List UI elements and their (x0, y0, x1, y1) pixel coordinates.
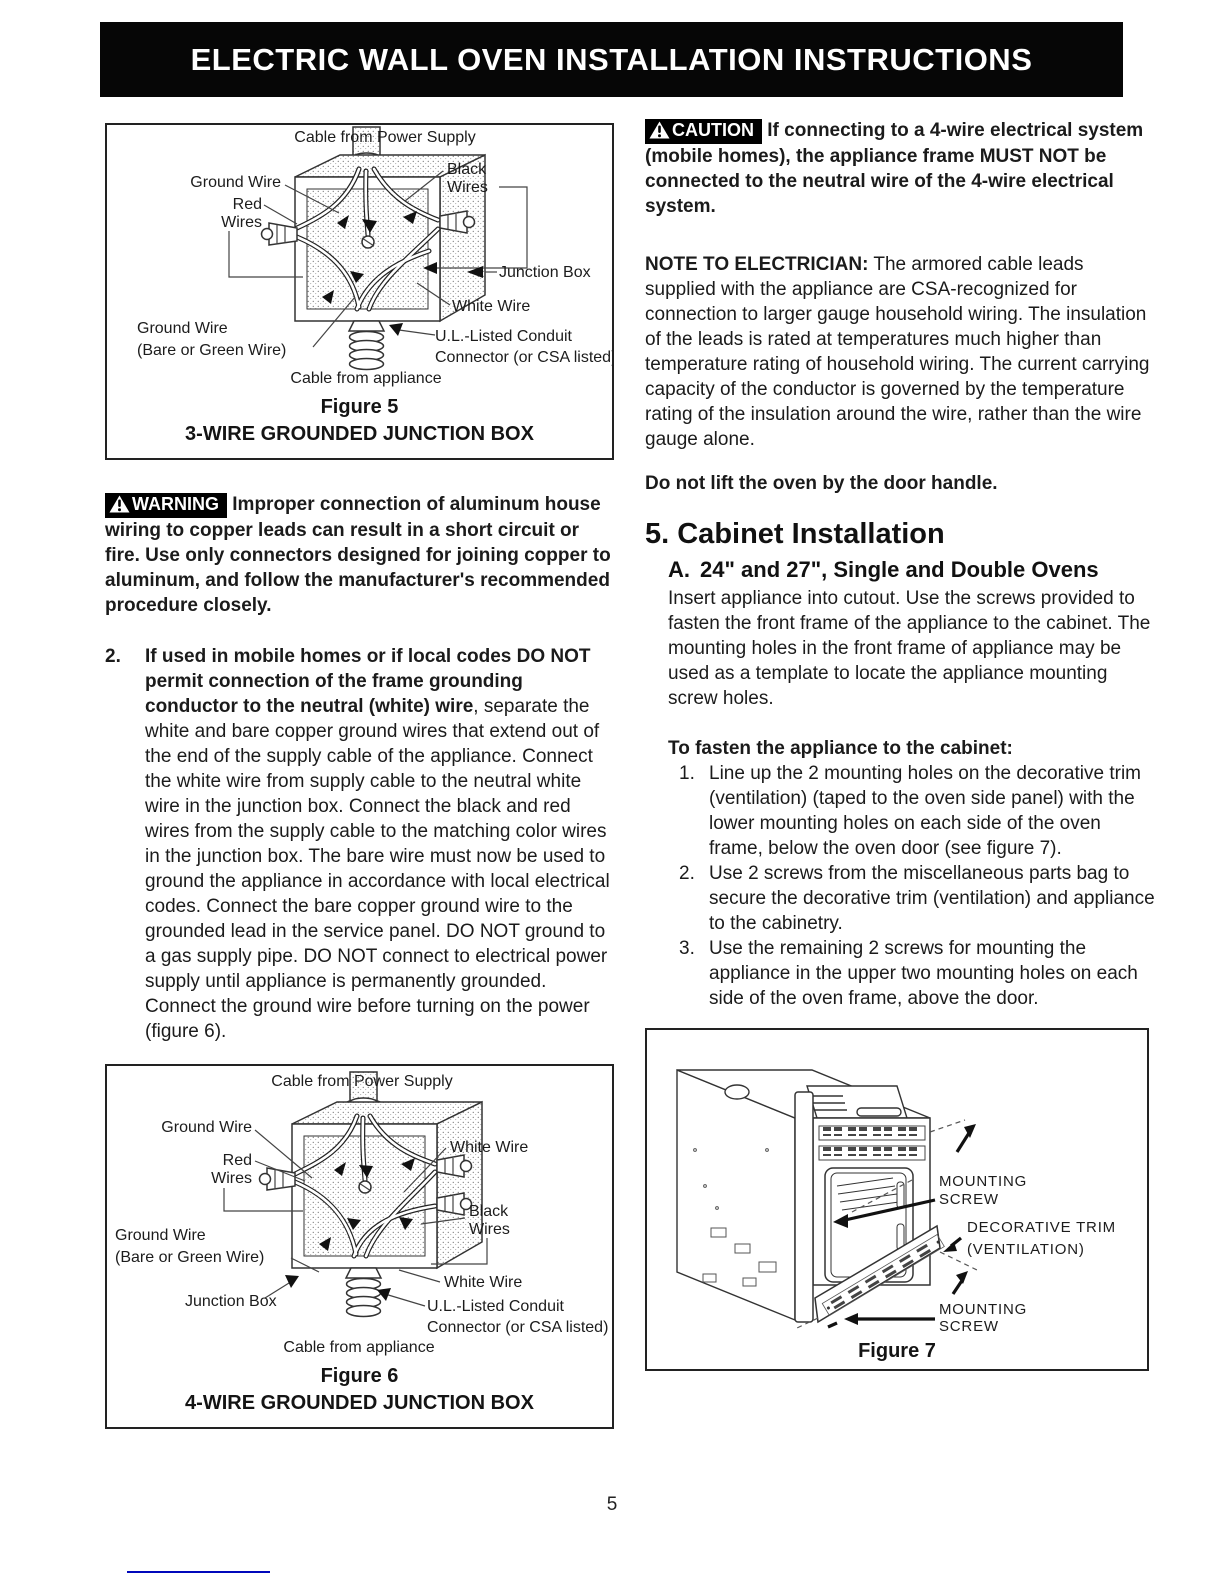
item-2-bold-lead: If used in mobile homes or if local codes DO NOT permit connection of the frame grounding conductor to the neutral (white) wire (145, 646, 591, 717)
fig6-label-black-wires: Wires (469, 1221, 510, 1238)
wire-nut-left (260, 1168, 296, 1190)
cabinet-install-intro: Insert appliance into cutout. Use the screws provided to fasten the front frame of the appliance to the cabinet. The mounting holes in the front frame of appliance may be used as a template to locate the appliance mounting screw holes. (668, 588, 1151, 709)
warning-paragraph (105, 492, 614, 618)
figure7-caption: Figure 7 (858, 1340, 936, 1362)
do-not-lift-note: Do not lift the oven by the door handle. (645, 473, 998, 494)
fig7-label-mounting-screw-1b: SCREW (939, 1191, 999, 1208)
item-2-rest: , separate the white and bare copper ground wires that extend out of the end of the supply cable of the appliance. Connect the white wire from supply cable to the neutral white wire in the junction box. Connect the black and red wires from the supply cable to the matching color wires in the junction box. The bare wire must now be used to ground the appliance in accordance with local electrical codes. Connect the bare copper ground wire to the grounded lead in the service panel. DO NOT ground to a gas supply pipe. DO NOT connect to electrical power supply until appliance is permanently grounded. Connect the ground wire before turning on the power (figure 6). (145, 696, 610, 1042)
fig7-label-mounting-screw-2a: MOUNTING (939, 1301, 1028, 1318)
fig5-label-red: Red (232, 196, 262, 213)
caution-badge (645, 119, 762, 144)
step-3-text: Use the remaining 2 screws for mounting the appliance in the upper two mounting holes on each side of the oven frame, above the door. (709, 938, 1138, 1009)
fig5-label-black: Black (447, 161, 487, 178)
fasten-step-2 (679, 861, 1155, 936)
figure5-diagram-3-wire-junction-box (107, 125, 612, 387)
fig5-label-ul-2: Connector (or CSA listed) (435, 349, 612, 366)
title-banner (100, 22, 1123, 97)
fig6-label-red-wires: Wires (211, 1170, 252, 1187)
page-number: 5 (606, 1494, 618, 1515)
junction-box-drawing (292, 1102, 482, 1268)
warning-triangle-icon (109, 495, 130, 513)
fig5-label-ground-bare-1: Ground Wire (137, 320, 228, 337)
left-column (105, 123, 614, 1429)
fasten-step-1 (679, 761, 1155, 861)
figure5-caption-line2: 3-WIRE GROUNDED JUNCTION BOX (185, 423, 534, 445)
figure7-box (645, 1028, 1149, 1371)
figure5-box (105, 123, 614, 460)
step-3-number: 3. (679, 938, 695, 959)
fig5-label-ground-bare-2: (Bare or Green Wire) (137, 342, 287, 359)
fig6-label-ground-bare-2: (Bare or Green Wire) (115, 1249, 265, 1266)
fig5-label-ul-1: U.L.-Listed Conduit (435, 328, 572, 345)
fig7-label-decorative-trim: DECORATIVE TRIM (967, 1219, 1116, 1236)
fig5-label-black-wires: Wires (447, 179, 488, 196)
fig6-label-ground-wire: Ground Wire (161, 1119, 252, 1136)
fig5-label-ground-wire: Ground Wire (190, 174, 281, 191)
step-1-text: Line up the 2 mounting holes on the decorative trim (ventilation) (taped to the oven side panel) with the lower mounting holes on each side of the oven frame, below the oven door (see figure 7). (709, 763, 1141, 859)
fig5-label-junction-box: Junction Box (499, 264, 591, 281)
fig5-label-cable-power: Cable from Power Supply (294, 129, 476, 146)
section-5-heading: 5. Cabinet Installation (645, 518, 945, 550)
item-2-body (145, 644, 614, 1044)
fig6-label-red: Red (222, 1152, 252, 1169)
fig6-label-ul-2: Connector (or CSA listed) (427, 1319, 609, 1336)
figure6-caption-line2: 4-WIRE GROUNDED JUNCTION BOX (185, 1392, 534, 1414)
wire-nut-left (262, 223, 298, 245)
warning-badge-label: WARNING (132, 494, 219, 514)
caution-badge-label: CAUTION (672, 120, 754, 140)
section-5a-subheading (668, 557, 1155, 583)
step-2-number: 2. (679, 863, 695, 884)
note-to-electrician (645, 252, 1155, 452)
conduit-connector-and-appliance-cable (346, 1268, 381, 1317)
fig7-label-ventilation: (VENTILATION) (967, 1241, 1085, 1258)
fig7-label-mounting-screw-1a: MOUNTING (939, 1173, 1028, 1190)
note-lead: NOTE TO ELECTRICIAN: (645, 254, 869, 275)
step-1-number: 1. (679, 763, 695, 784)
figure7-diagram-oven-installation (647, 1030, 1147, 1335)
fig5-label-cable-appliance: Cable from appliance (290, 370, 442, 387)
caution-paragraph (645, 118, 1155, 219)
warning-text: Improper connection of aluminum house wiring to copper leads can result in a short circuit or fire. Use only connectors designed for joining copper to aluminum, and follow the manufacturer's recommended procedure closely. (105, 494, 611, 616)
footer-blue-line (127, 1571, 270, 1573)
warning-badge (105, 493, 227, 518)
figure6-box (105, 1064, 614, 1429)
subheading-text: 24" and 27", Single and Double Ovens (700, 557, 1099, 582)
fig5-label-white-wire: White Wire (452, 298, 531, 315)
figure6-diagram-4-wire-junction-box (107, 1066, 612, 1356)
fasten-steps-list (679, 761, 1155, 1011)
instruction-item-2 (105, 644, 614, 1044)
fig7-label-mounting-screw-2b: SCREW (939, 1318, 999, 1335)
caution-text: If connecting to a 4-wire electrical system (mobile homes), the appliance frame MUST NOT be connected to the neutral wire of the 4-wire electrical system. (645, 120, 1144, 217)
figure5-caption-line1: Figure 5 (320, 396, 399, 418)
caution-triangle-icon (649, 121, 670, 139)
step-2-text: Use 2 screws from the miscellaneous parts bag to secure the decorative trim (ventilation) and appliance to the cabinetry. (709, 863, 1155, 934)
fasten-heading: To fasten the appliance to the cabinet: (668, 738, 1013, 759)
fig6-label-black: Black (469, 1203, 509, 1220)
fig6-label-ground-bare-1: Ground Wire (115, 1227, 206, 1244)
figure6-caption-line1: Figure 6 (320, 1365, 399, 1387)
fig6-label-white-wire-top: White Wire (450, 1139, 529, 1156)
conduit-connector-and-appliance-cable (349, 321, 384, 370)
fig5-label-red-wires: Wires (221, 214, 262, 231)
item-2-number: 2. (105, 646, 121, 667)
fig6-label-junction-box: Junction Box (185, 1293, 277, 1310)
fig6-label-cable-power: Cable from Power Supply (271, 1073, 453, 1090)
fig6-label-white-wire-bottom: White Wire (444, 1274, 523, 1291)
fasten-step-3 (679, 936, 1155, 1011)
subheading-letter: A. (668, 557, 690, 582)
right-column (645, 118, 1155, 1371)
page-title: ELECTRIC WALL OVEN INSTALLATION INSTRUCTIONS (190, 41, 1033, 77)
note-rest: The armored cable leads supplied with the appliance are CSA-recognized for connection to larger gauge household wiring. The insulation of the leads is rated at temperatures much higher than temperature rating of household wiring. The current carrying capacity of the conductor is governed by the temperature rating of the insulation around the wire, rather than the wire gauge alone. (645, 254, 1150, 450)
fig6-label-cable-appliance: Cable from appliance (283, 1339, 435, 1356)
fig6-label-ul-1: U.L.-Listed Conduit (427, 1298, 564, 1315)
